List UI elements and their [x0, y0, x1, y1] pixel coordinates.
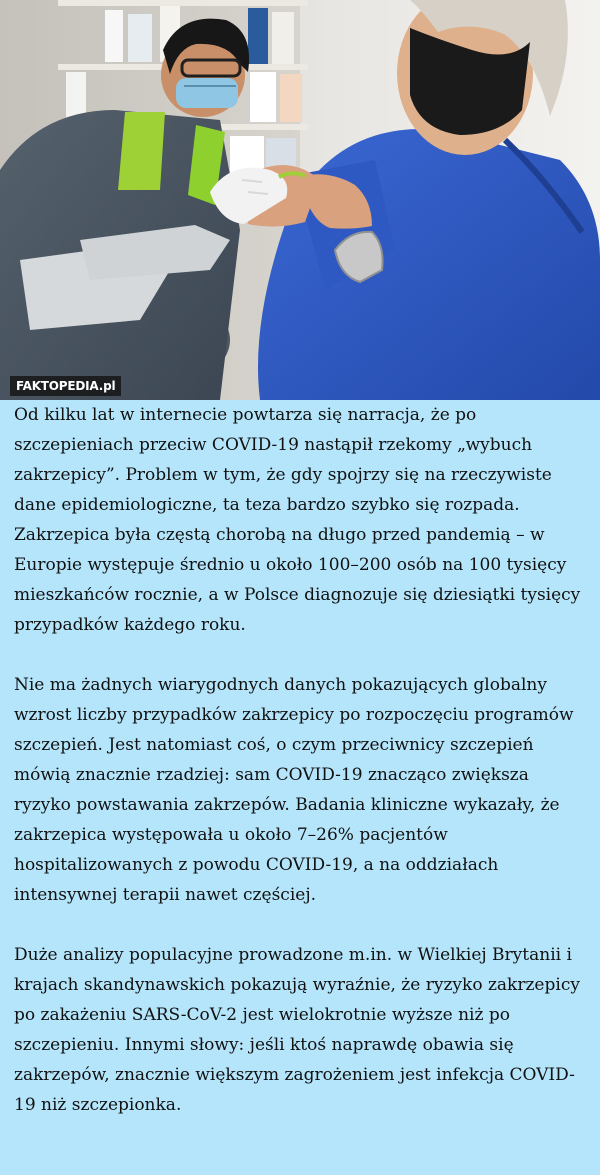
article-text: [0, 400, 600, 1175]
article-paragraph-2: Nie ma żadnych wiarygodnych danych pokazujących globalny wzrost liczby przypadków zakrzepicy po rozpoczęciu programów szczepień. Jest natomiast coś, o czym przeciwnicy szczepień mówią znacznie rzadziej: sam COVID-19 znacząco zwiększa ryzyko powstawania zakrzepów. Badania kliniczne wykazały, że zakrzepica występowała u około 7–26% pacjentów hospitalizowanych z powodu COVID-19, a na oddziałach intensywnej terapii nawet częściej.: [14, 675, 574, 905]
vaccination-photo-illustration: [0, 0, 600, 400]
vaccination-photo: [0, 0, 600, 400]
article-paragraph-1: Od kilku lat w internecie powtarza się narracja, że po szczepieniach przeciw COVID-19 nastąpił rzekomy „wybuch zakrzepicy”. Problem w tym, że gdy spojrzy się na rzeczywiste dane epidemiologiczne, ta teza bardzo szybko się rozpada. Zakrzepica była częstą chorobą na długo przed pandemią – w Europie występuje średnio u około 100–200 osób na 100 tysięcy mieszkańców rocznie, a w Polsce diagnozuje się dziesiątki tysięcy przypadków każdego roku.: [14, 405, 581, 635]
article-paragraph-3: Duże analizy populacyjne prowadzone m.in. w Wielkiej Brytanii i krajach skandynawskich pokazują wyraźnie, że ryzyko zakrzepicy po zakażeniu SARS-CoV-2 jest wielokrotnie wyższe niż po szczepieniu. Innymi słowy: jeśli ktoś naprawdę obawia się zakrzepów, znacznie większym zagrożeniem jest infekcja COVID-19 niż szczepionka.: [14, 945, 580, 1115]
watermark: FAKTOPEDIA.pl: [10, 376, 121, 396]
